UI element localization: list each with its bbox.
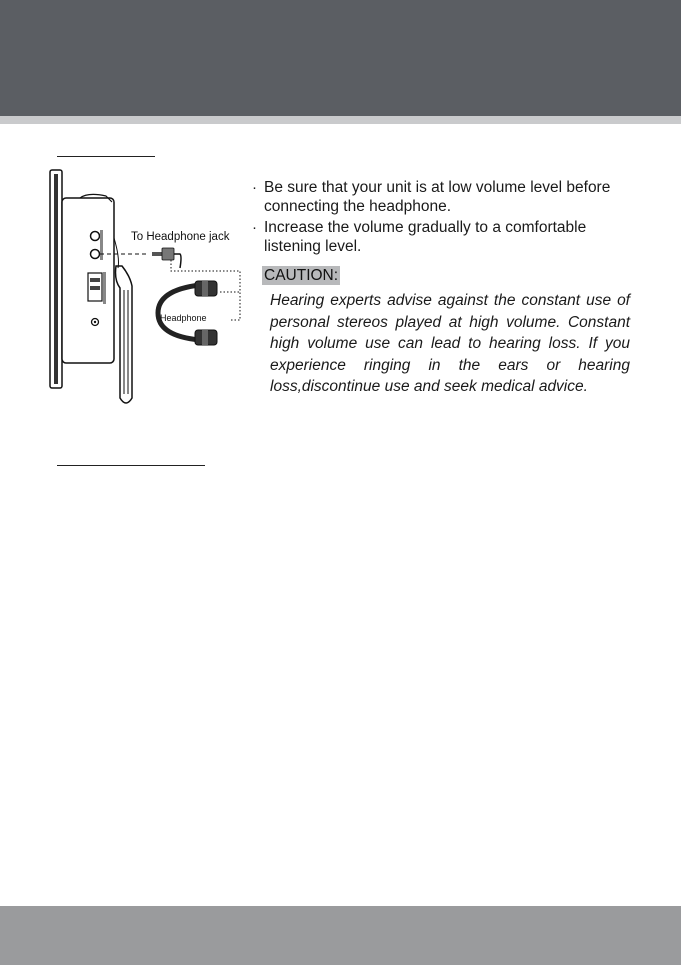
header-band: [0, 0, 681, 116]
device-side-view-diagram: [40, 168, 250, 413]
section-heading-rule: [57, 156, 155, 157]
footer-band: [0, 906, 681, 965]
instruction-list: [252, 178, 632, 258]
headphone-jack-callout: To Headphone jack: [131, 231, 230, 243]
header-divider: [0, 116, 681, 124]
caution-label: CAUTION:: [264, 267, 339, 284]
bullet-icon: ·: [252, 219, 257, 236]
caution-text: Hearing experts advise against the constant use of personal stereos played at high volume. Constant high volume use can lead to hearing loss. If you experience ringing in the ears or hearing loss,discontinue use and seek medical advice.: [270, 292, 630, 395]
headphone-callout: Headphone: [160, 313, 207, 323]
list-item-text: Increase the volume gradually to a comfortable listening level.: [264, 219, 587, 255]
headphone-connection-illustration: [40, 168, 250, 413]
list-item: [252, 178, 632, 216]
list-item-text: Be sure that your unit is at low volume level before connecting the headphone.: [264, 179, 611, 215]
list-item: [252, 218, 632, 256]
bullet-icon: ·: [252, 179, 257, 196]
section-heading-rule: [57, 465, 205, 466]
